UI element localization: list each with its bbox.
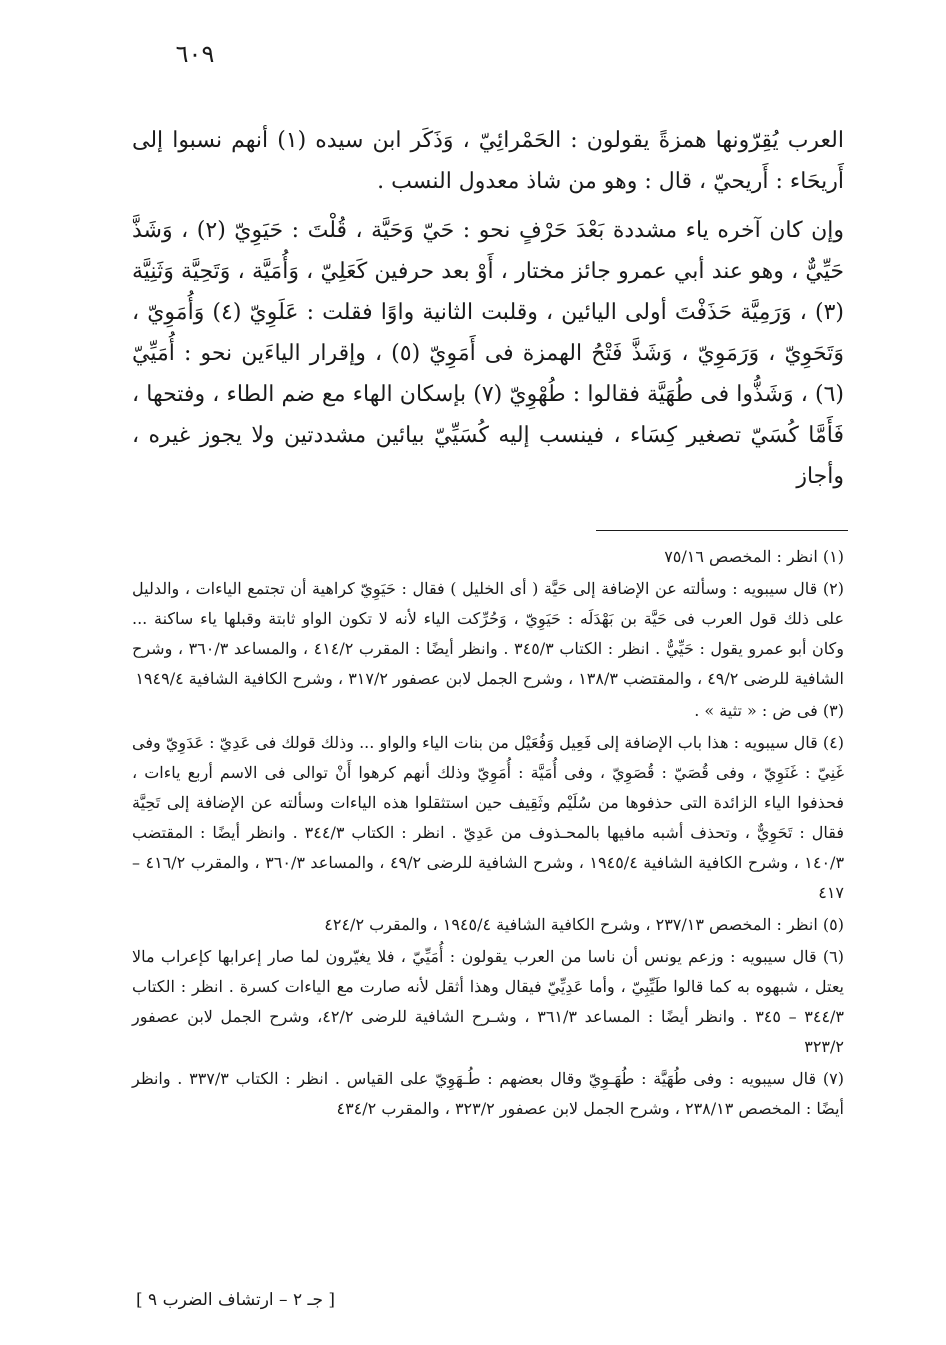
footnotes [132, 542, 844, 1126]
footnote-3: (٣) فى ض : « تثية » . [694, 701, 844, 720]
page-number: ٦٠٩ [175, 40, 215, 68]
paragraph: وإن كان آخره ياء مشددة بَعْدَ حَرْفٍ نحو : حَيّ وَحَيَّة ، قُلْتَ : حَيَوِيّ (٢) ، وَشَذَّ حَيِّيٌّ ، وهو عند أبي عمرو جائز مختار ، أَوْ بعد حرفين كَعَلِيّ ، وَأُمَيَّة ، وَتَحِيَّة وَثَنِيَّة (٣) ، وَرَمِيَّة حَذَفْتَ أولى اليائين ، وقلبت الثانية واوًا فقلت : عَلَوِيّ (٤) وَأُمَوِيّ ، وَتَحَوِيّ ، وَرَمَوِيّ ، وَشَذَّ فَتْحُ الهمزة فى أَمَوِيّ (٥) ، وإقرار الياءَين نحو : أُمَيِّيّ (٦) ، وَشَذُّوا فى طُهَيَّة فقالوا : طُهْوِيّ (٧) بإسكان الهاء مع ضم الطاء ، وفتحها ، فَأَمَّا كُسَيّ تصغير كِسَاء ، فينسب إليه كُسَيِّيّ بيائين مشددتين ولا يجوز غيره ، وأجاز [132, 218, 845, 489]
paragraph: العرب يُقِرّونها همزةً يقولون : الحَمْرائِيّ ، وَذَكَر ابن سيده (١) أنهم نسبوا إلى أَريحَاء : أَريحيّ ، قال : وهو من شاذ معدول النسب . [132, 128, 844, 194]
footnote-divider [596, 530, 848, 531]
footnote-6: (٦) قال سيبويه : وزعم يونس أن ناسا من العرب يقولون : أُمَيِّيّ ، فلا يغيّرون لما صار إعرابها كإعراب مالا يعتل ، شبهوه به كما قالوا طَيِّبِيّ ، وأما عَدِيِّيّ فيقال وهذا أثقل لأنه صارت مع الياءات كسرة . انظر : الكتاب ٣٤٤/٣ – ٣٤٥ . وانظر أيضًا : المساعد ٣٦١/٣ ، وشـرح الشافية للرضى ٤٢/٢، وشرح الجمل لابن عصفور ٣٢٣/٢ [132, 947, 845, 1056]
footnote-4: (٤) قال سيبويه : هذا باب الإضافة إلى فَعِيل وَفُعَيْل من بنات الياء والواو ... وذلك قولك فى عَدِيّ : عَدَوِيّ وفى غَنِيّ : غَنَوِيّ ، وفى قُصَيّ : قُصَوِيّ ، وفى أُمَيَّة : أُمَوِيّ وذلك أنهم كرهوا أَنْ توالى فى الاسم أربع ياءات ، فحذفوا الياء الزائدة التى حذفوها من سُلَيْم وثَقِيف حين استثقلوا هذه الياءات وسألته عن الإضافة إلى تَحِيَّة فقال : تَحَوِيٌّ ، وتحذف أشبه مافيها بالمحـذوف من عَدِيّ . انظر : الكتاب ٣٤٤/٣ . وانظر أيضًا : المقتضب ١٤٠/٣ ، وشرح الكافية الشافية ١٩٤٥/٤ ، وشرح الشافية للرضى ٤٩/٢ ، والمساعد ٣٦٠/٣ ، والمقرب ٤١٦/٢ – ٤١٧ [132, 733, 845, 902]
footnote-2: (٢) قال سيبويه : وسألته عن الإضافة إلى حَيَّة ( أى الخليل ) فقال : حَيَوِيّ كراهية أن تجتمع الياءات ، والدليل على ذلك قول العرب فى حَيَّة بن بَهْدَلَه : حَيَوِيّ ، وَحُرِّكت الياء لأنه لا تكون الواو ثابتة وقبلها ياء ساكنة ... وكان أبو عمرو يقول : حَيِّيٌّ . انظر : الكتاب ٣٤٥/٣ . وانظر أيضًا : المقرب ٤١٤/٢ ، والمساعد ٣٦٠/٣ ، وشرح الشافية للرضى ٤٩/٢ ، والمقتضب ١٣٨/٣ ، وشرح الجمل لابن عصفور ٣١٧/٢ ، وشرح الكافية الشافية ١٩٤٩/٤ [132, 579, 845, 688]
page-footer: [ جـ ٢ – ارتشاف الضرب ٩ ] [136, 1290, 336, 1310]
main-text [132, 120, 844, 505]
footnote-5: (٥) انظر : المخصص ٢٣٧/١٣ ، وشرح الكافية الشافية ١٩٤٥/٤ ، والمقرب ٤٢٤/٢ [324, 915, 844, 934]
footnote-1: (١) انظر : المخصص ٧٥/١٦ [664, 547, 844, 566]
footnote-7: (٧) قال سيبويه : وفى طُهَيَّة : طُهَـوِيّ وقال بعضهم : طُـهَوِيّ على القياس . انظر : الكتاب ٣٣٧/٣ . وانظر أيضًا : المخصص ٢٣٨/١٣ ، وشرح الجمل لابن عصفور ٣٢٣/٢ ، والمقرب ٤٣٤/٢ [132, 1069, 844, 1118]
